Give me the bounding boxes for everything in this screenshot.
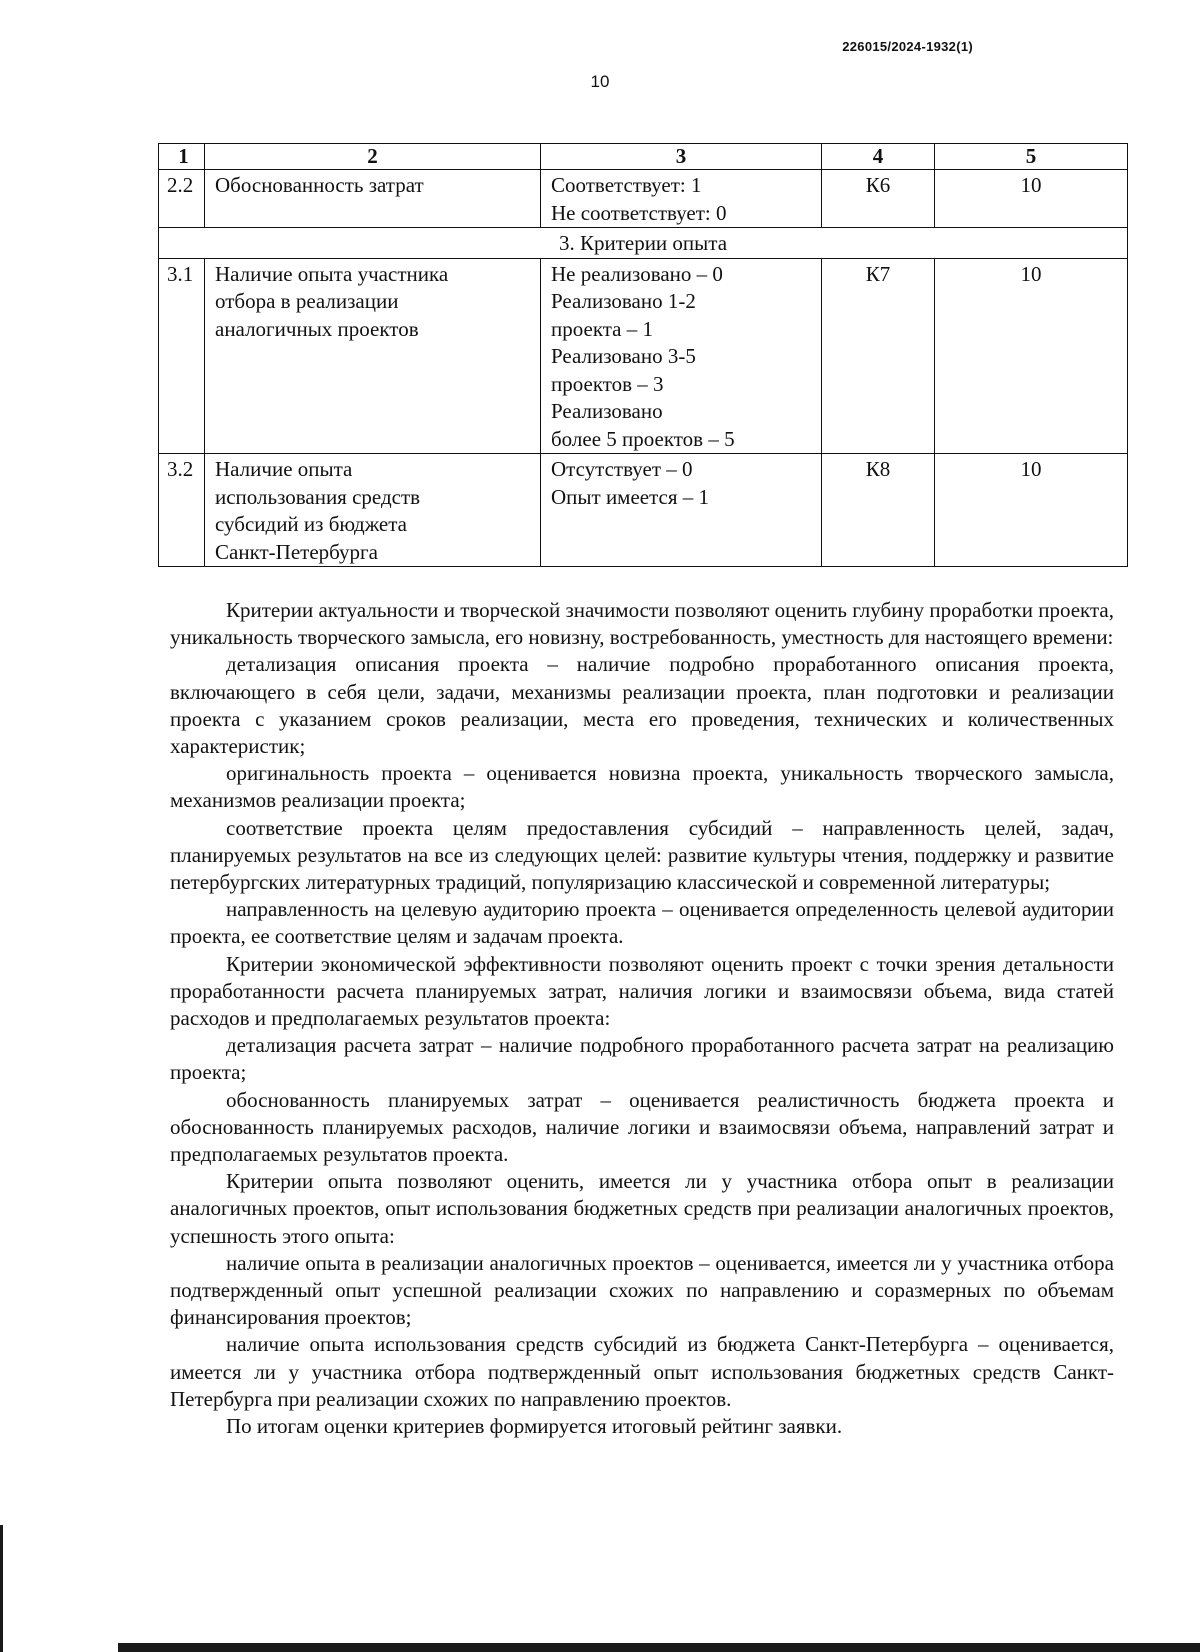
criterion-name-line: субсидий из бюджета: [215, 512, 408, 536]
table-header-row: [159, 144, 1128, 170]
criterion-name-line: Санкт-Петербурга: [215, 539, 378, 564]
criterion-name-line: Обоснованность затрат: [215, 173, 424, 197]
scale-line: Реализовано 3-5: [551, 344, 696, 368]
criterion-name-line: аналогичных проектов: [215, 316, 419, 341]
criterion-name: [205, 170, 541, 228]
scale-line: Не соответствует: 0: [551, 200, 727, 225]
header-cell: 2: [205, 144, 541, 170]
criterion-name-line: Наличие опыта: [215, 457, 353, 481]
scale-line: Отсутствует – 0: [551, 457, 693, 481]
scale-line: Не реализовано – 0: [551, 261, 723, 286]
criterion-code: К7: [822, 258, 935, 454]
section-row: [159, 228, 1128, 259]
table-row: [159, 454, 1128, 567]
body-text: [170, 597, 1114, 1440]
paragraph: оригинальность проекта – оценивается новизна проекта, уникальность творческого замысла, механизмов реализации проекта;: [170, 761, 1114, 813]
header-cell: 1: [159, 144, 205, 170]
header-cell: 4: [822, 144, 935, 170]
criterion-name-line: использования средств: [215, 484, 421, 509]
scale-line: Реализовано: [551, 399, 663, 423]
page-number: 10: [590, 72, 610, 91]
criterion-name-line: Наличие опыта участника: [215, 261, 449, 286]
paragraph: Критерии опыта позволяют оценить, имеется ли у участника отбора опыт в реализации аналогичных проектов, опыт использования бюджетных средств при реализации аналогичных проектов, успешность этого опыта:: [170, 1169, 1114, 1248]
paragraph: наличие опыта использования средств субсидий из бюджета Санкт-Петербурга – оценивается, имеется ли у участника отбора подтвержденный опыт использования бюджетных средств Санкт-Петербурга при реализации схожих по направлению проектов.: [170, 1332, 1114, 1411]
criterion-weight: 10: [935, 454, 1128, 567]
scale-line: проекта – 1: [551, 316, 653, 341]
scale-line: Опыт имеется – 1: [551, 484, 710, 509]
criterion-code: К8: [822, 454, 935, 567]
paragraph: Критерии экономической эффективности позволяют оценить проект с точки зрения детальности проработанности расчета планируемых затрат, наличия логики и взаимосвязи объема, вида статей расходов и предполагаемых результатов проекта:: [170, 951, 1114, 1031]
paragraph: направленность на целевую аудиторию проекта – оценивается определенность целевой аудитории проекта, ее соответствие целям и задачам проекта.: [170, 897, 1114, 949]
criterion-scale: [541, 170, 822, 228]
table-row: [159, 170, 1128, 228]
scan-edge-left: [0, 1525, 3, 1652]
criterion-weight: 10: [935, 170, 1128, 228]
document-id: 226015/2024-1932(1): [842, 39, 973, 54]
paragraph: обоснованность планируемых затрат – оценивается реалистичность бюджета проекта и обоснованность планируемых расходов, наличие логики и взаимосвязи объема, направлений затрат и предполагаемых результатов проекта.: [170, 1087, 1114, 1167]
section-title: 3. Критерии опыта: [159, 228, 1128, 259]
criterion-number: 3.2: [159, 454, 205, 567]
paragraph: детализация расчета затрат – наличие подробного проработанного расчета затрат на реализацию проекта;: [170, 1033, 1114, 1085]
paragraph: соответствие проекта целям предоставления субсидий – направленность целей, задач, планируемых результатов на все из следующих целей: развитие культуры чтения, поддержку и развитие петербургских литературных традиций, популяризацию классической и современной литературы;: [170, 815, 1114, 895]
paragraph: Критерии актуальности и творческой значимости позволяют оценить глубину проработки проекта, уникальность творческого замысла, его новизну, востребованность, уместность для настоящего времени:: [170, 598, 1114, 650]
scale-line: более 5 проектов – 5: [551, 426, 735, 451]
header-cell: 3: [541, 144, 822, 170]
criterion-number: 2.2: [159, 170, 205, 228]
criterion-weight: 10: [935, 258, 1128, 454]
paragraph: По итогам оценки критериев формируется итоговый рейтинг заявки.: [226, 1414, 843, 1439]
scale-line: Соответствует: 1: [551, 173, 702, 197]
table-row: [159, 258, 1128, 454]
criterion-scale: [541, 454, 822, 567]
paragraph: детализация описания проекта – наличие подробно проработанного описания проекта, включающего в себя цели, задачи, механизмы реализации проекта, план подготовки и реализации проекта с указанием сроков реализации, места его проведения, технических и количественных характеристик;: [170, 652, 1114, 759]
criterion-number: 3.1: [159, 258, 205, 454]
criterion-name: [205, 258, 541, 454]
criterion-name-line: отбора в реализации: [215, 289, 399, 313]
scan-edge-bottom: [118, 1643, 1200, 1652]
paragraph: наличие опыта в реализации аналогичных проектов – оценивается, имеется ли у участника отбора подтвержденный опыт успешной реализации схожих по направлению и соразмерных по объемам финансирования проектов;: [170, 1250, 1114, 1330]
criteria-table: [158, 143, 1128, 567]
header-cell: 5: [935, 144, 1128, 170]
criterion-code: К6: [822, 170, 935, 228]
scale-line: Реализовано 1-2: [551, 289, 696, 313]
criterion-scale: [541, 258, 822, 454]
criterion-name: [205, 454, 541, 567]
scale-line: проектов – 3: [551, 371, 664, 396]
